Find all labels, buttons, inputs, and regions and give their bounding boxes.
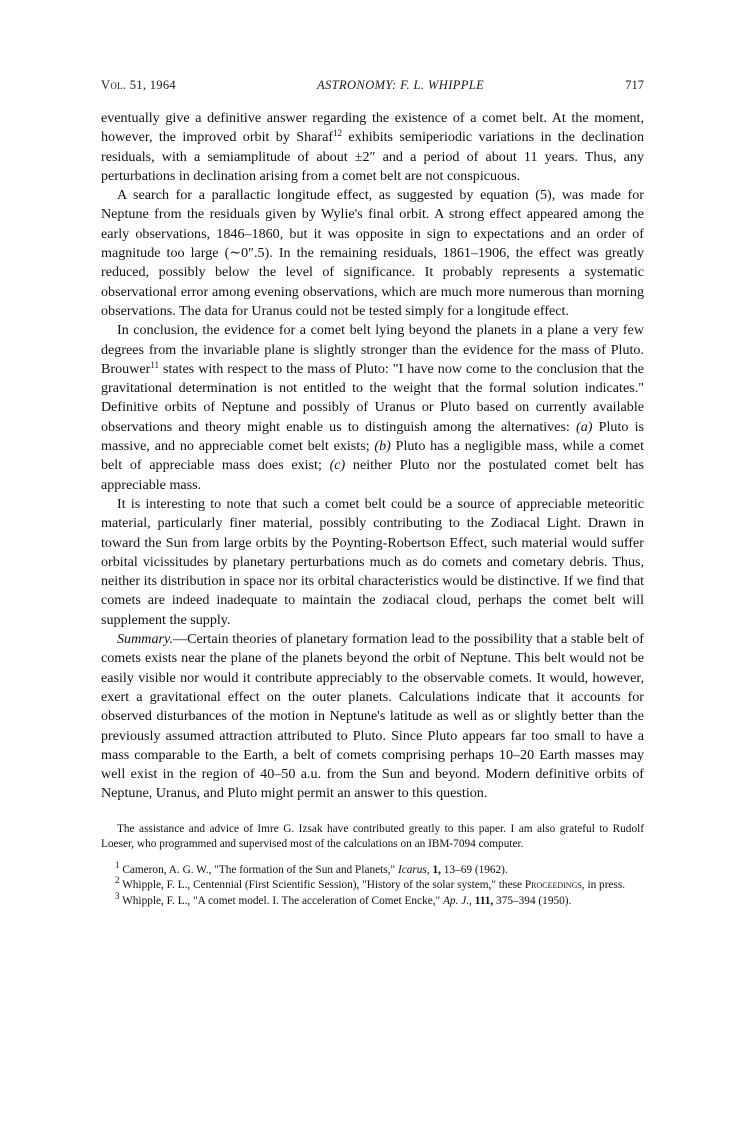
footnote-ref-11: 11: [150, 359, 159, 370]
references-list: [101, 859, 644, 910]
acknowledgment: The assistance and advice of Imre G. Izsak have contributed greatly to this paper. I am also grateful to Rudolf Loeser, who programmed and supervised most of the calculations on an IBM-7094 computer.: [101, 822, 644, 851]
article-body: [101, 109, 644, 804]
footnote-ref-12: 12: [333, 128, 343, 139]
acknowledgment-section: [101, 822, 644, 853]
reference-1: $^1$ Cameron, A. G. W., "The formation of the Sun and Planets," Icarus, 1, 13–69 (1962).: [115, 859, 508, 876]
volume-info: Vol. 51, 1964: [101, 78, 176, 92]
paragraph-3: In conclusion, the evidence for a comet belt lying beyond the planets in a plane a very few degrees from the invariable plane is slightly stronger than the evidence for the mass of Pluto. Brouwer$^{11}$ states with respect to the mass of Pluto: "I have now come to the conclusion that the gravitational determination is not entitled to the weight that the formal solution indicates." Definitive orbits of Neptune and possibly of Uranus or Pluto based on currently available observations and theory might enable us to distinguish among the alternatives: (a) Pluto is massive, and no appreciable comet belt exists; (b) Pluto has a negligible mass, while a comet belt of appreciable mass does exist; (c) neither Pluto nor the postulated comet belt has appreciable mass.: [101, 322, 645, 493]
running-header: [101, 78, 644, 93]
journal-page: [101, 78, 644, 910]
page-number: 717: [625, 78, 644, 92]
paragraph-2: A search for a parallactic longitude effect, as suggested by equation (5), was made for Neptune from the residuals given by Wylie's final orbit. A strong effect appeared among the early observations, 1846–1860, but it was opposite in sign to expectations and an order of magnitude too large (∼0″.5). In the remaining residuals, 1861–1906, the effect was greatly reduced, possibly below the level of significance. It probably represents a systematic observational error among evening observations, which are much more numerous than morning observations. The data for Uranus could not be tested simply for a longitude effect.: [101, 187, 644, 319]
reference-3: $^3$ Whipple, F. L., "A comet model. I. The acceleration of Comet Encke," Ap. J., 111, 375–394 (1950).: [115, 891, 572, 908]
summary-paragraph: Summary.—Certain theories of planetary formation lead to the possibility that a stable belt of comets exists near the plane of the planets beyond the orbit of Neptune. This belt would not be easily visible nor would it contribute appreciably to the observable comets. It would, however, exert a gravitational effect on the outer planets. Calculations indicate that it accounts for observed disturbances of the motion in Neptune's latitude as well as or slightly better than the previously assumed attraction attributed to Pluto. Since Pluto appears far too small to have a mass comparable to the Earth, a belt of comets comprising perhaps 10–20 Earth masses may well exist in the region of 40–50 a.u. from the Sun and beyond. Modern definitive orbits of Neptune, Uranus, and Pluto might permit an answer to this question.: [101, 631, 644, 802]
summary-heading: Summary.: [117, 631, 173, 648]
paragraph-4: It is interesting to note that such a comet belt could be a source of appreciable meteoritic material, particularly finer material, possibly contributing to the Zodiacal Light. Drawn in toward the Sun from large orbits by the Poynting-Robertson Effect, such material would suffer orbital vicissitudes by planetary perturbations much as do comets and cometary debris. Thus, neither its distribution in space nor its orbital characteristics would be distinctive. If we find that comets are indeed inadequate to maintain the zodiacal cloud, perhaps the comet belt will supplement the supply.: [101, 495, 644, 628]
reference-2: $^2$ Whipple, F. L., Centennial (First Scientific Session), "History of the solar system," these Proceedings, in press.: [115, 875, 626, 892]
paragraph-1: eventually give a definitive answer regarding the existence of a comet belt. At the moment, however, the improved orbit by Sharaf$^{12}$ exhibits semiperiodic variations in the declination residuals, with a semiamplitude of about ±2″ and a period of about 11 years. Thus, any perturbations in declination arising from a comet belt are not conspicuous.: [101, 110, 645, 184]
running-title: ASTRONOMY: F. L. WHIPPLE: [316, 78, 485, 92]
